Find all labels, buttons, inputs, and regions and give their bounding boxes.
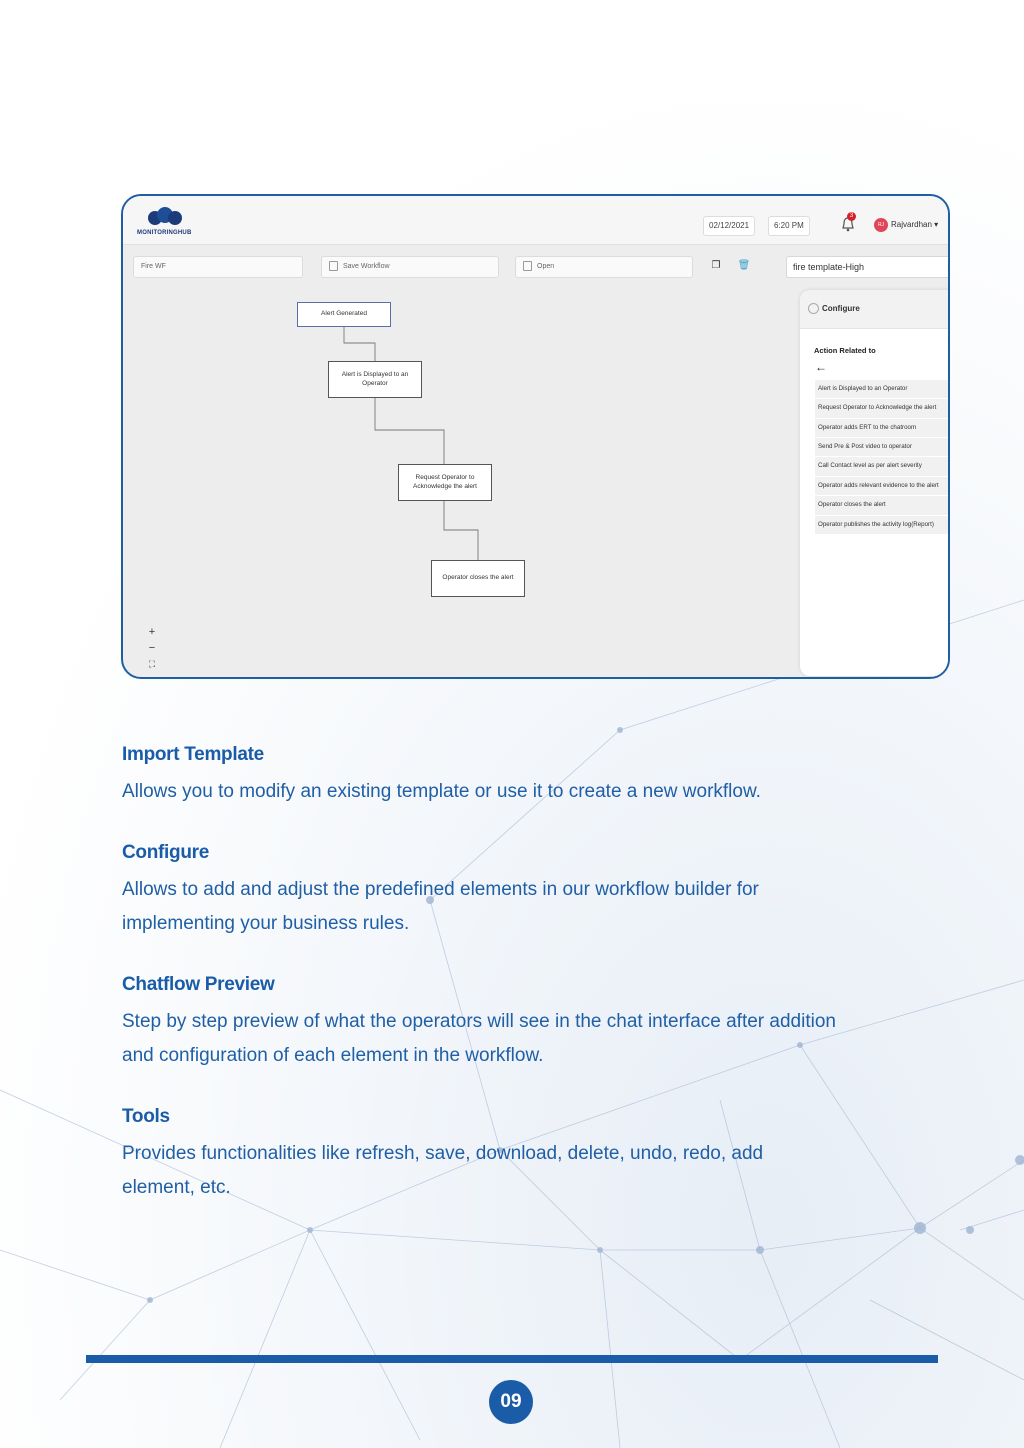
- configure-panel-header: [800, 290, 950, 329]
- section-title: Configure: [122, 842, 210, 863]
- page-number: 09: [489, 1380, 533, 1424]
- user-menu[interactable]: Rajvardhan ▾: [891, 220, 939, 229]
- action-item[interactable]: Operator adds ERT to the chatroom: [815, 419, 950, 438]
- configure-title: Configure: [822, 304, 860, 313]
- save-icon: [329, 261, 338, 271]
- save-workflow-button[interactable]: [321, 256, 499, 278]
- app-bar: [123, 196, 948, 245]
- workflow-builder-screenshot: [121, 194, 950, 679]
- action-item[interactable]: Operator adds relevant evidence to the alert: [815, 477, 950, 496]
- section-tools: [122, 1106, 862, 1205]
- logo: [137, 206, 199, 240]
- section-body: Step by step preview of what the operators will see in the chat interface after addition and configuration of each element in the workflow.: [122, 1011, 836, 1066]
- action-item[interactable]: Operator closes the alert: [815, 496, 950, 515]
- workflow-node[interactable]: Request Operator to Acknowledge the alert: [398, 464, 492, 501]
- section-import-template: [122, 744, 862, 809]
- delete-button[interactable]: [736, 258, 752, 274]
- action-related-heading: Action Related to: [814, 346, 876, 355]
- section-title: Tools: [122, 1106, 170, 1127]
- workflow-node[interactable]: Alert is Displayed to an Operator: [328, 361, 422, 398]
- action-item[interactable]: Alert is Displayed to an Operator: [815, 380, 950, 399]
- section-title: Chatflow Preview: [122, 974, 275, 995]
- time-display: 6:20 PM: [768, 216, 810, 236]
- fit-view-button[interactable]: ⛶: [148, 659, 156, 669]
- copy-button[interactable]: [708, 258, 724, 274]
- workflow-node[interactable]: Operator closes the alert: [431, 560, 525, 597]
- trash-icon: 🗑: [737, 260, 751, 271]
- action-item[interactable]: Send Pre & Post video to operator: [815, 438, 950, 457]
- gear-icon: [808, 303, 819, 314]
- notification-badge: 3: [847, 212, 856, 221]
- section-configure: [122, 842, 862, 941]
- feature-descriptions: [122, 744, 862, 1238]
- section-chatflow-preview: [122, 974, 862, 1073]
- zoom-out-button[interactable]: −: [148, 642, 156, 654]
- back-arrow-icon[interactable]: ←: [815, 360, 827, 374]
- footer-divider: [86, 1355, 938, 1363]
- template-select[interactable]: fire template-High: [786, 256, 950, 278]
- workflow-name-input[interactable]: Fire WF: [133, 256, 303, 278]
- workflow-node[interactable]: Alert Generated: [297, 302, 391, 327]
- copy-icon: ❐: [711, 260, 721, 271]
- open-button[interactable]: [515, 256, 693, 278]
- section-body: Allows to add and adjust the predefined elements in our workflow builder for implementing your business rules.: [122, 879, 759, 934]
- save-workflow-label: Save Workflow: [343, 263, 390, 270]
- date-display: 02/12/2021: [703, 216, 755, 236]
- action-item[interactable]: Request Operator to Acknowledge the alert: [815, 399, 950, 418]
- section-body: Provides functionalities like refresh, save, download, delete, undo, redo, add element, etc.: [122, 1143, 764, 1198]
- zoom-controls: [145, 624, 159, 672]
- action-item[interactable]: Operator publishes the activity log(Report): [815, 516, 950, 535]
- action-list: [815, 380, 950, 535]
- logo-icon: [147, 206, 183, 226]
- workflow-canvas[interactable]: [123, 288, 793, 679]
- section-title: Import Template: [122, 744, 264, 765]
- section-body: Allows you to modify an existing template or use it to create a new workflow.: [122, 781, 761, 802]
- configure-panel: [800, 290, 950, 676]
- open-label: Open: [537, 263, 555, 270]
- zoom-in-button[interactable]: +: [148, 626, 156, 638]
- action-item[interactable]: Call Contact level as per alert severity: [815, 457, 950, 476]
- avatar[interactable]: RJ: [874, 218, 888, 232]
- folder-icon: [523, 261, 532, 271]
- logo-text: MONITORINGHUB: [137, 230, 192, 236]
